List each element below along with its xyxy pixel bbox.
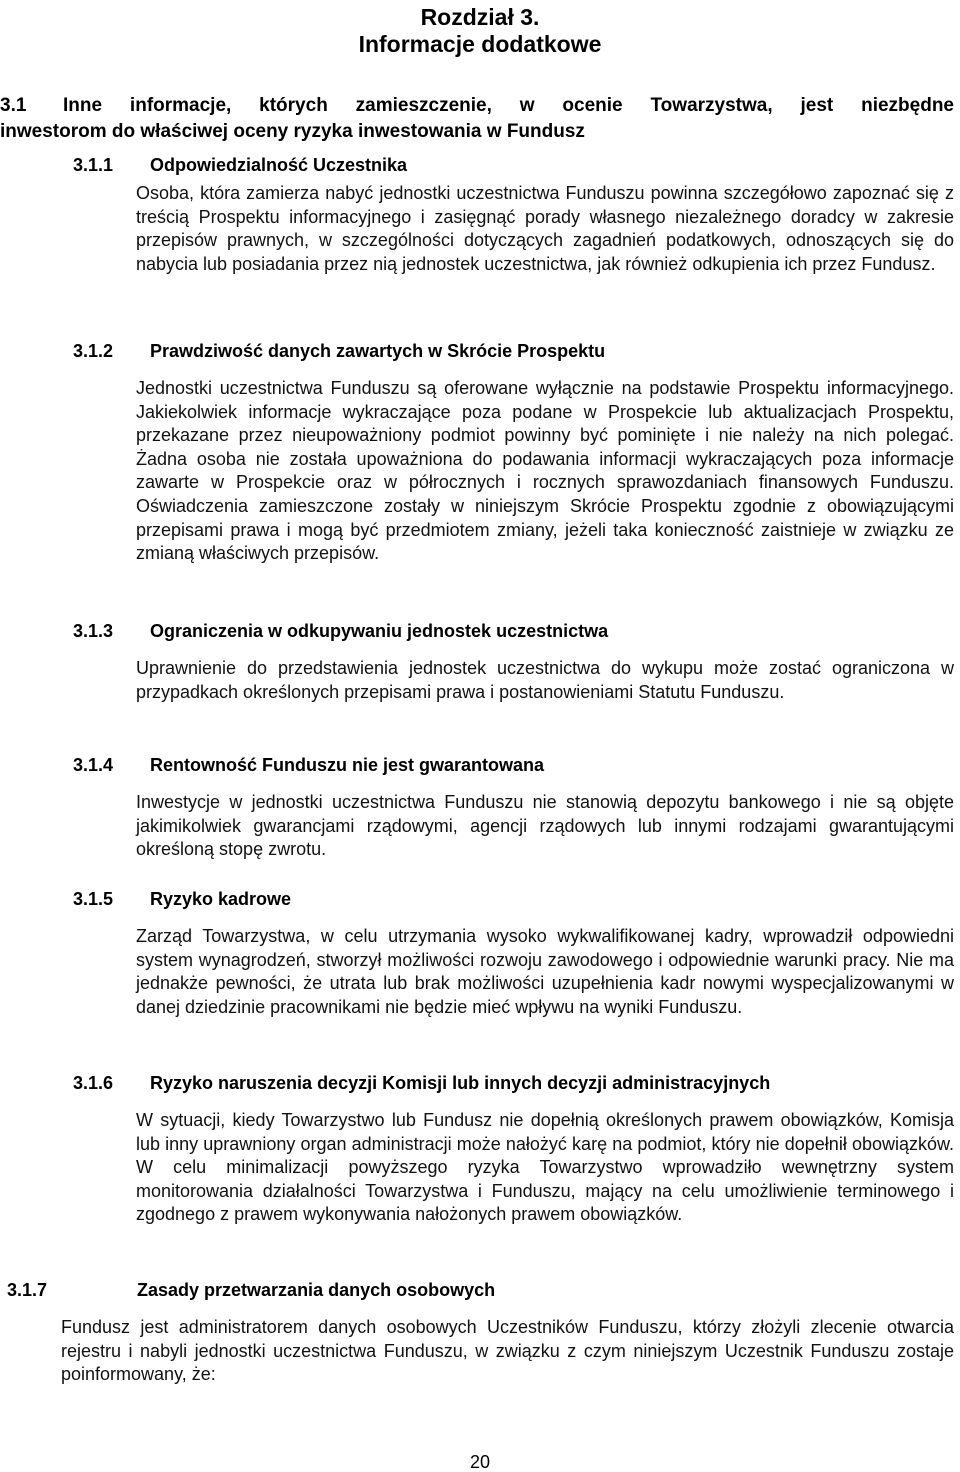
subsection-title: Ryzyko naruszenia decyzji Komisji lub innych decyzji administracyjnych: [150, 1073, 771, 1093]
subsection-heading-3-1-3: [73, 619, 608, 643]
subsection-number: 3.1.1: [73, 155, 114, 175]
subsection-title: Ograniczenia w odkupywaniu jednostek uczestnictwa: [150, 621, 609, 641]
subsection-body-3-1-6: W sytuacji, kiedy Towarzystwo lub Fundusz nie dopełnią określonych prawem obowiązków, Komisja lub inny uprawniony organ administracji może nałożyć karę na podmiot, który nie dopełnił obowiązków. W celu minimalizacji powyższego ryzyka Towarzystwo wprowadziło wewnętrzny system monitorowania działalności Towarzystwa i Funduszu, mający na celu umożliwienie terminowego i zgodnego z prawem wykonywania nałożonych prawem obowiązków.: [136, 1110, 954, 1225]
subsection-heading-3-1-7: [7, 1278, 495, 1302]
subsection-heading-3-1-5: [73, 887, 291, 911]
chapter-number: Rozdział 3.: [420, 4, 540, 30]
section-title-line2: inwestorom do właściwej oceny ryzyka inwestowania w Fundusz: [0, 121, 585, 142]
subsection-heading-3-1-1: [73, 153, 407, 177]
subsection-body-3-1-4: Inwestycje w jednostki uczestnictwa Funduszu nie stanowią depozytu bankowego i nie są objęte jakimikolwiek gwarancjami rządowymi, agencji rządowych lub innymi rodzajami gwarantującymi określoną stopę zwrotu.: [136, 792, 954, 860]
subsection-body-3-1-1: Osoba, która zamierza nabyć jednostki uczestnictwa Funduszu powinna szczegółowo zapoznać się z treścią Prospektu informacyjnego i zasięgnąć porady własnego niezależnego doradcy w zakresie przepisów prawnych, w szczególności dotyczących zagadnień podatkowych, odnoszących się do nabycia lub posiadania przez nią jednostek uczestnictwa, jak również odkupienia ich przez Fundusz.: [136, 183, 954, 274]
subsection-title: Odpowiedzialność Uczestnika: [150, 155, 408, 175]
subsection-body-3-1-7: Fundusz jest administratorem danych osobowych Uczestników Funduszu, którzy złożyli zlecenie otwarcia rejestru i nabyli jednostki uczestnictwa Funduszu, w związku z czym niniejszym Uczestnik Funduszu zostaje poinformowany, że:: [61, 1317, 954, 1385]
section-title-line1: Inne informacje, których zamieszczenie, w ocenie Towarzystwa, jest niezbędne: [63, 95, 954, 116]
subsection-heading-3-1-6: [73, 1071, 770, 1095]
page-number: 20: [469, 1452, 491, 1472]
subsection-number: 3.1.2: [73, 341, 114, 361]
subsection-number: 3.1.6: [73, 1073, 114, 1093]
subsection-title: Ryzyko kadrowe: [150, 889, 292, 909]
section-number: 3.1: [0, 95, 27, 116]
subsection-title: Zasady przetwarzania danych osobowych: [137, 1280, 496, 1300]
subsection-title: Prawdziwość danych zawartych w Skrócie Prospektu: [150, 341, 606, 361]
subsection-number: 3.1.7: [7, 1280, 48, 1300]
subsection-body-3-1-5: Zarząd Towarzystwa, w celu utrzymania wysoko wykwalifikowanej kadry, wprowadził odpowiedni system wynagrodzeń, stworzył możliwości rozwoju zawodowego i odpowiednie warunki pracy. Nie ma jednakże pewności, że utrata lub brak możliwości uzupełnienia kadr nowymi wyspecjalizowanymi w danej dziedzinie pracownikami nie będzie mieć wpływu na wyniki Funduszu.: [136, 926, 954, 1017]
subsection-number: 3.1.5: [73, 889, 114, 909]
subsection-body-3-1-2: Jednostki uczestnictwa Funduszu są oferowane wyłącznie na podstawie Prospektu informacyjnego. Jakiekolwiek informacje wykraczające poza podane w Prospekcie lub aktualizacjach Prospektu, przekazane przez nieupoważniony podmiot powinny być pominięte i nie należy na nich polegać. Żadna osoba nie została upoważniona do podawania informacji wykraczających poza informacje zawarte w Prospekcie oraz w półrocznych i rocznych sprawozdaniach finansowych Funduszu. Oświadczenia zamieszczone zostały w niniejszym Skrócie Prospektu zgodnie z obowiązującymi przepisami prawa i mogą być przedmiotem zmiany, jeżeli taka konieczność zaistnieje w związku ze zmianą właściwych przepisów.: [136, 378, 954, 564]
subsection-number: 3.1.3: [73, 621, 114, 641]
subsection-number: 3.1.4: [73, 755, 114, 775]
subsection-title: Rentowność Funduszu nie jest gwarantowana: [150, 755, 545, 775]
subsection-heading-3-1-2: [73, 339, 605, 363]
subsection-heading-3-1-4: [73, 753, 544, 777]
subsection-body-3-1-3: Uprawnienie do przedstawienia jednostek uczestnictwa do wykupu może zostać ograniczona w przypadkach określonych przepisami prawa i postanowieniami Statutu Funduszu.: [136, 658, 954, 702]
chapter-title: Informacje dodatkowe: [358, 31, 602, 57]
